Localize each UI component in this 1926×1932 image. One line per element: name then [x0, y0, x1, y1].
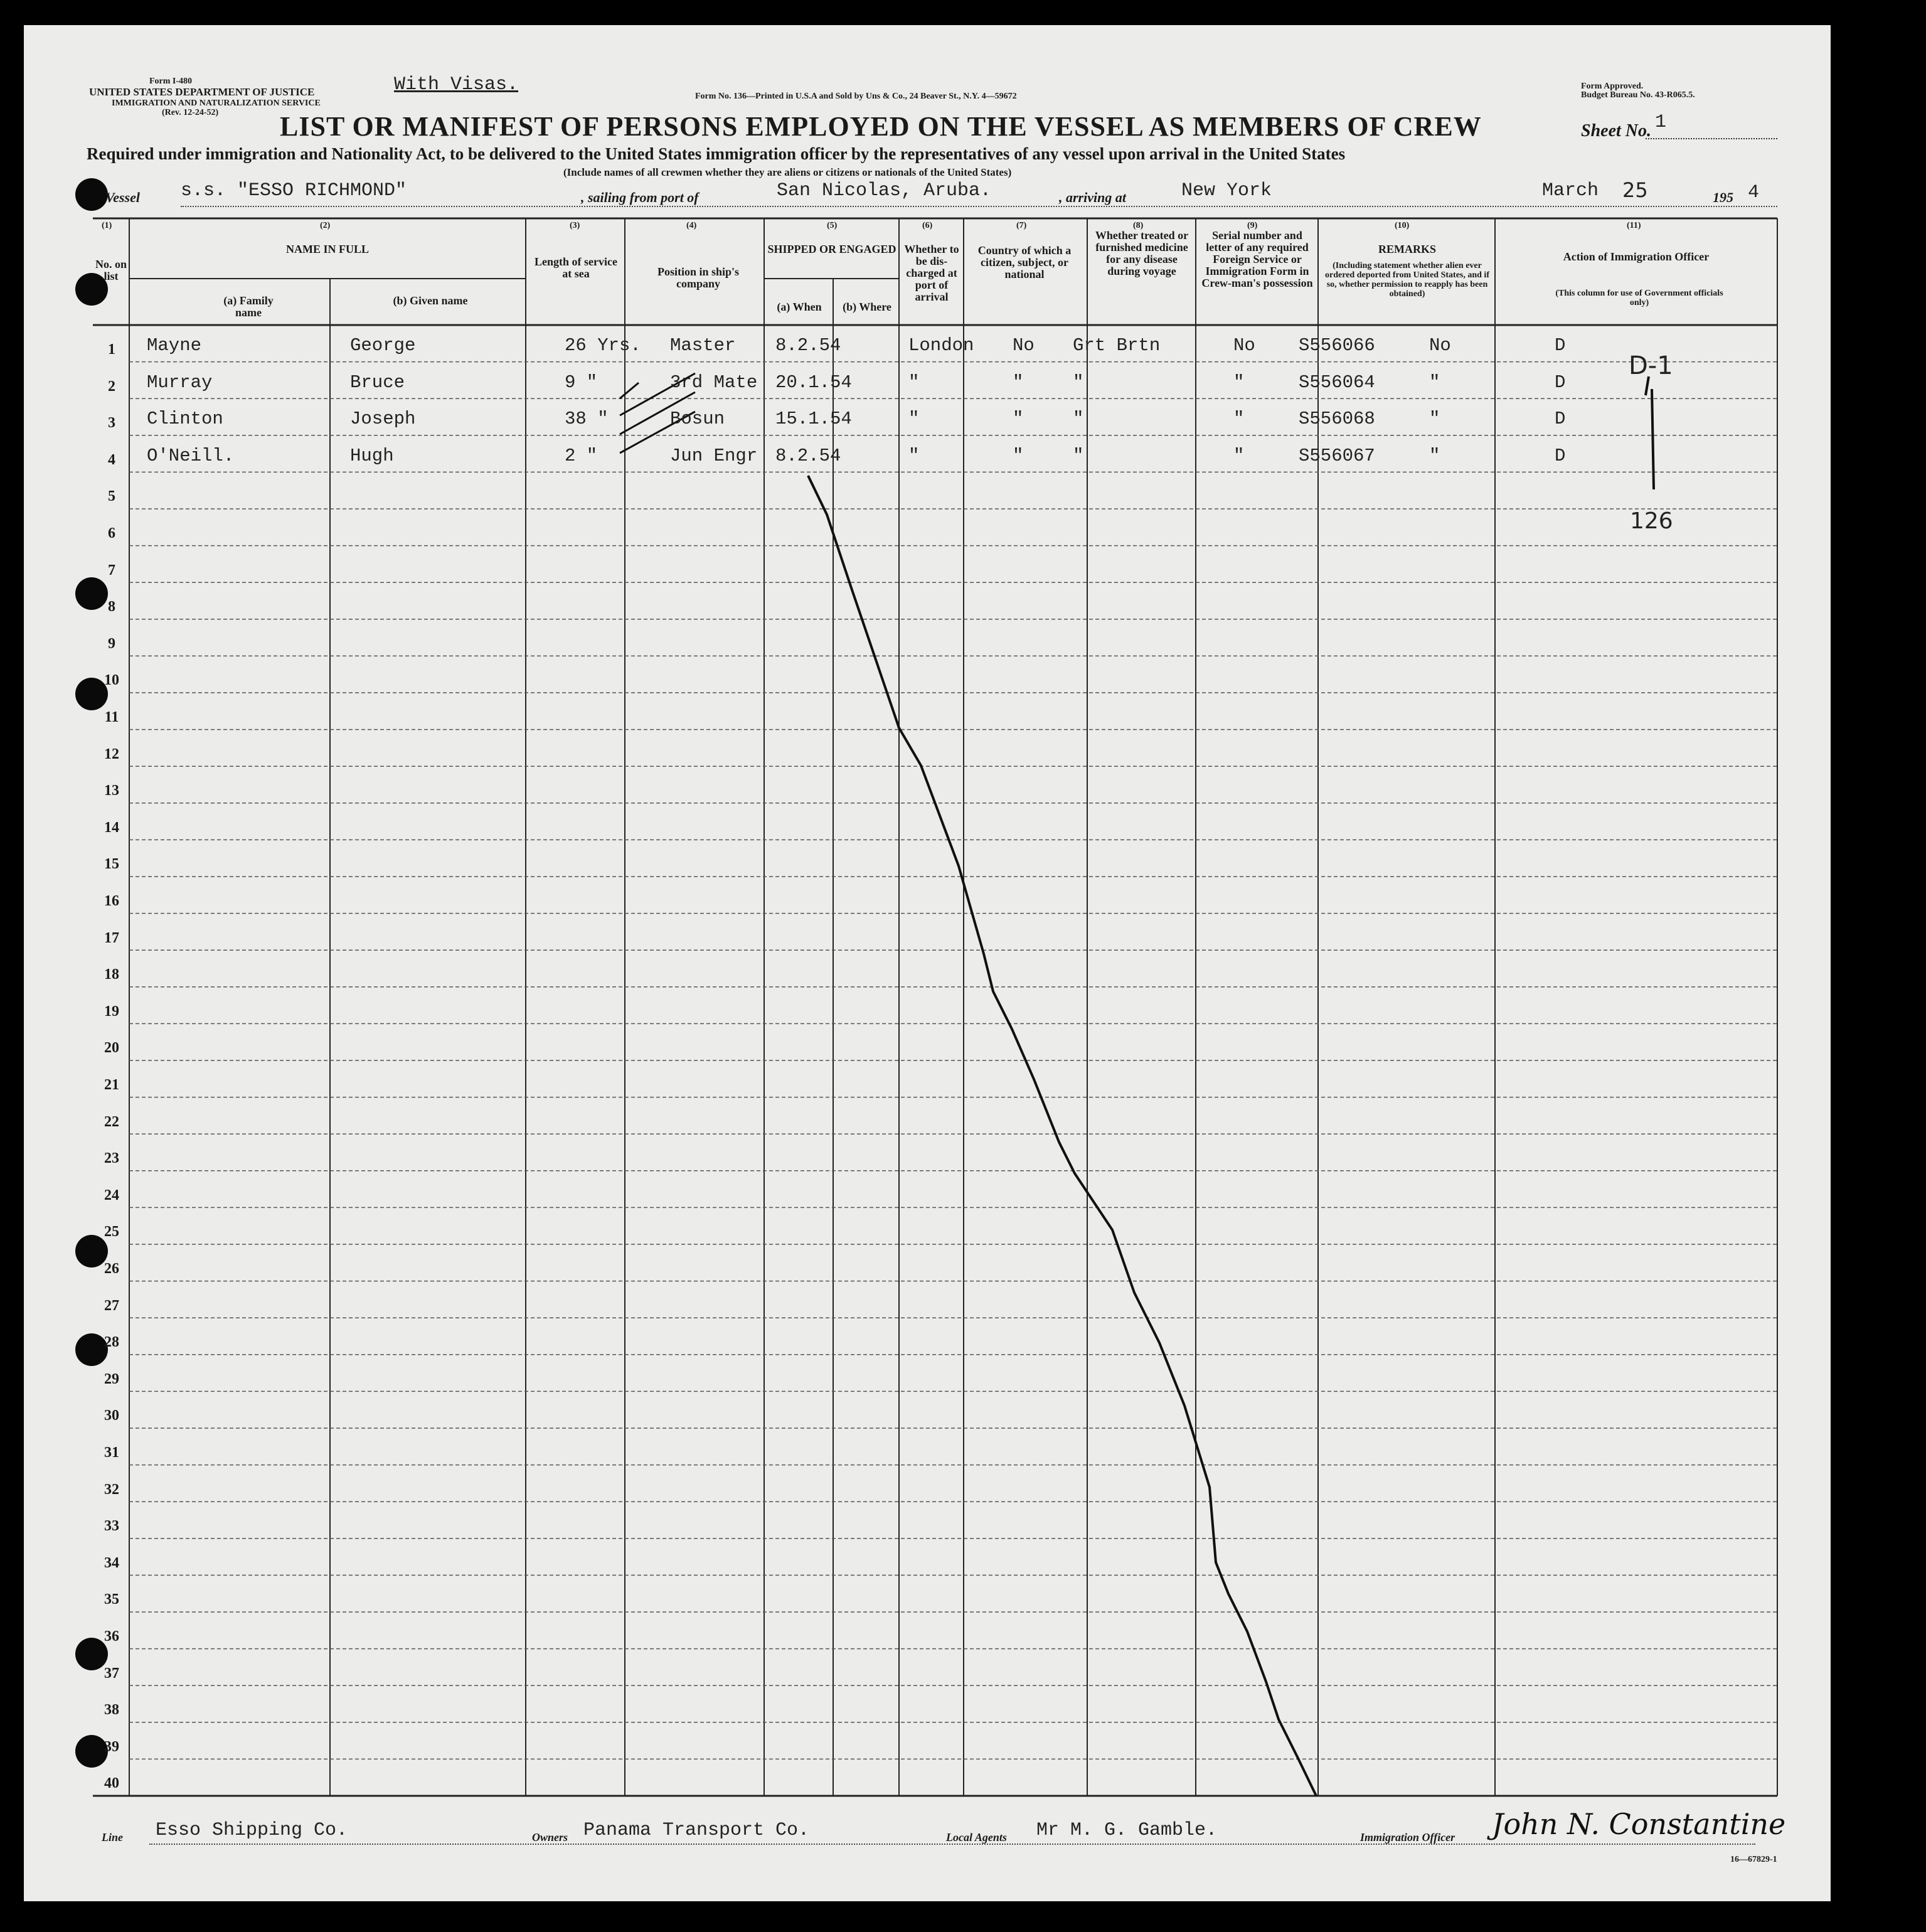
service: IMMIGRATION AND NATURALIZATION SERVICE: [112, 99, 321, 108]
row-number: 10: [104, 672, 119, 689]
row-number: 25: [104, 1224, 119, 1241]
strike-through-line: [808, 476, 1316, 1796]
col10-note: (Including statement whether alien ever ordered deported from United States, and if so, whether permission to reapply has been obtained): [1325, 261, 1489, 299]
cell-serial: S556066: [1299, 335, 1375, 356]
cell-given: Hugh: [350, 445, 394, 466]
arrival-month: March: [1542, 180, 1599, 201]
col2-header: NAME IN FULL: [285, 243, 369, 255]
cell-remarks: ": [1429, 408, 1440, 430]
col2-number: (2): [320, 221, 331, 230]
cell-discharged: ": [1013, 408, 1024, 430]
cell-position: Bosun: [670, 408, 725, 430]
cell-discharged: ": [1013, 445, 1024, 466]
col7-number: (7): [1016, 221, 1027, 230]
cell-given: George: [350, 335, 416, 356]
cell-where: ": [908, 408, 920, 430]
row-number: 18: [104, 966, 119, 983]
cell-position: 3rd Mate: [670, 371, 758, 393]
officer-label: Immigration Officer: [1360, 1831, 1455, 1844]
cell-when: 15.1.54: [775, 408, 852, 430]
col5-header: SHIPPED OR ENGAGED: [767, 243, 896, 255]
line-label: Line: [102, 1831, 123, 1844]
row-number: 15: [104, 856, 119, 873]
row-number: 17: [104, 929, 119, 946]
row-number: 9: [108, 635, 115, 652]
department: UNITED STATES DEPARTMENT OF JUSTICE: [89, 86, 315, 98]
cell-country: ": [1073, 445, 1084, 466]
row-number: 30: [104, 1407, 119, 1424]
cell-family: Murray: [147, 371, 213, 393]
cell-mark: D: [1555, 335, 1566, 356]
cell-position: Jun Engr: [670, 445, 758, 466]
form-number: Form I-480: [149, 77, 193, 86]
col3-header: Length of service at sea: [535, 255, 617, 280]
col11-note: (This column for use of Government officials only): [1555, 289, 1723, 307]
cell-medicine: No: [1233, 335, 1255, 356]
col8-header: Whether treated or furnished medicine for any disease during voyage: [1095, 229, 1189, 277]
printer-note: Form No. 136—Printed in U.S.A and Sold by Uns & Co., 24 Beaver St., N.Y. 4—59672: [695, 92, 1017, 101]
col4-number: (4): [686, 221, 697, 230]
row-number: 3: [108, 415, 115, 432]
cell-mark: D: [1555, 445, 1566, 466]
cell-medicine: ": [1233, 445, 1245, 466]
row-number: 37: [104, 1665, 119, 1682]
row-number: 36: [104, 1628, 119, 1645]
row-number: 20: [104, 1040, 119, 1057]
footer-underline: [149, 1844, 1755, 1845]
shipping-line: Esso Shipping Co.: [156, 1820, 348, 1841]
col10-header: REMARKS: [1378, 243, 1436, 255]
budget-bureau: Budget Bureau No. 43-R065.5.: [1581, 90, 1695, 100]
row-number: 22: [104, 1113, 119, 1130]
row-number: 7: [108, 562, 115, 579]
vessel-name: s.s. "ESSO RICHMOND": [181, 180, 407, 201]
row-number: 14: [104, 819, 119, 836]
row-number: 12: [104, 745, 119, 762]
row-number: 4: [108, 451, 115, 468]
vessel-label: Vessel: [105, 189, 140, 205]
arrival-day: 25: [1622, 178, 1648, 202]
cell-remarks: ": [1429, 371, 1440, 393]
agents-label: Local Agents: [946, 1831, 1007, 1844]
cell-serial: S556067: [1299, 445, 1375, 466]
cell-serial: S556064: [1299, 371, 1375, 393]
cell-where: ": [908, 445, 920, 466]
col3-number: (3): [570, 221, 580, 230]
col11-number: (11): [1627, 221, 1641, 230]
row-number: 32: [104, 1481, 119, 1498]
cell-service: 26 Yrs.: [565, 335, 641, 356]
cell-given: Bruce: [350, 371, 405, 393]
cell-mark: D: [1555, 408, 1566, 430]
arriving-label: , arriving at: [1059, 189, 1126, 205]
cell-country: ": [1073, 408, 1084, 430]
cell-country: ": [1073, 371, 1084, 393]
local-agents: Mr M. G. Gamble.: [1036, 1820, 1218, 1841]
owners-label: Owners: [532, 1831, 568, 1844]
col10-number: (10): [1395, 221, 1410, 230]
cell-family: Clinton: [147, 408, 223, 430]
cell-where: ": [908, 371, 920, 393]
cell-service: 38 ": [565, 408, 609, 430]
cell-remarks: ": [1429, 445, 1440, 466]
page-title: LIST OR MANIFEST OF PERSONS EMPLOYED ON THE VESSEL AS MEMBERS OF CREW: [280, 111, 1482, 142]
row-number: 29: [104, 1370, 119, 1387]
arrival-port: New York: [1181, 180, 1272, 201]
col1-header: No. on list: [95, 258, 127, 282]
row-number: 2: [108, 378, 115, 395]
cell-country: Grt Brtn: [1073, 335, 1161, 356]
row-number: 40: [104, 1775, 119, 1792]
col6-header: Whether to be dis-charged at port of arrival: [904, 243, 959, 303]
cell-medicine: ": [1233, 371, 1245, 393]
col4-header: Position in ship's company: [657, 265, 740, 290]
col7-header: Country of which a citizen, subject, or national: [977, 244, 1072, 280]
row-number: 35: [104, 1591, 119, 1608]
row-number: 19: [104, 1003, 119, 1020]
subtitle: Required under immigration and Nationality Act, to be delivered to the United States immigration officer by the representatives of any vessel upon arrival in the United States: [87, 144, 1346, 163]
row-number: 34: [104, 1554, 119, 1571]
col9-number: (9): [1247, 221, 1258, 230]
row-number: 1: [108, 341, 115, 358]
print-code: 16—67829-1: [1730, 1855, 1777, 1864]
year-prefix: 195: [1713, 189, 1733, 205]
row-number: 8: [108, 599, 115, 616]
manifest-sheet: [24, 25, 1831, 1901]
cell-service: 2 ": [565, 445, 598, 466]
row-number: 39: [104, 1738, 119, 1755]
row-number: 38: [104, 1702, 119, 1719]
row-number: 21: [104, 1077, 119, 1093]
cell-mark: D: [1555, 371, 1566, 393]
row-number: 31: [104, 1444, 119, 1461]
cell-medicine: ": [1233, 408, 1245, 430]
cell-family: O'Neill.: [147, 445, 235, 466]
row-number: 33: [104, 1518, 119, 1535]
col5a-header: (a) When: [777, 301, 822, 313]
col5-number: (5): [827, 221, 838, 230]
cell-service: 9 ": [565, 371, 598, 393]
row-number: 26: [104, 1261, 119, 1277]
row-number: 24: [104, 1187, 119, 1203]
col6-number: (6): [922, 221, 933, 230]
col2b-header: (b) Given name: [393, 294, 468, 307]
cell-when: 20.1.54: [775, 371, 852, 393]
col11-header: Action of Immigration Officer: [1563, 250, 1710, 263]
cell-given: Joseph: [350, 408, 416, 430]
revision: (Rev. 12-24-52): [162, 108, 219, 117]
row-number: 16: [104, 893, 119, 909]
row-number: 28: [104, 1334, 119, 1351]
officer-mark-top: D-1: [1629, 351, 1673, 380]
sailing-label: , sailing from port of: [581, 189, 699, 205]
officer-mark-bottom: 126: [1630, 508, 1673, 534]
col8-number: (8): [1133, 221, 1144, 230]
cell-serial: S556068: [1299, 408, 1375, 430]
cell-discharged: No: [1013, 335, 1035, 356]
cell-discharged: ": [1013, 371, 1024, 393]
sheet-label: Sheet No.: [1581, 121, 1651, 141]
cell-remarks: No: [1429, 335, 1451, 356]
cell-family: Mayne: [147, 335, 202, 356]
visa-note: With Visas.: [394, 74, 519, 95]
cell-where: London: [908, 335, 974, 356]
port-of-departure: San Nicolas, Aruba.: [777, 180, 992, 201]
year-suffix: 4: [1748, 182, 1760, 203]
row-number: 11: [104, 709, 119, 725]
row-number: 27: [104, 1297, 119, 1314]
col2a-header: (a) Family name: [223, 294, 274, 319]
col1-number: (1): [102, 221, 112, 230]
cell-when: 8.2.54: [775, 445, 841, 466]
include-note: (Include names of all crewmen whether they are aliens or citizens or nationals of the United States): [563, 166, 1012, 178]
col5b-header: (b) Where: [843, 301, 891, 313]
cell-when: 8.2.54: [775, 335, 841, 356]
row-number: 13: [104, 782, 119, 799]
row-number: 6: [108, 525, 115, 542]
owners: Panama Transport Co.: [583, 1820, 810, 1841]
officer-signature: John N. Constantine: [1492, 1807, 1786, 1841]
col9-header: Serial number and letter of any required Foreign Service or Immigration Form in Crew-man's possession: [1201, 229, 1313, 289]
form-approved: Form Approved.: [1581, 82, 1644, 91]
row-number: 5: [108, 488, 115, 505]
row-number: 23: [104, 1150, 119, 1167]
cell-position: Master: [670, 335, 736, 356]
sheet-number: 1: [1655, 112, 1667, 133]
